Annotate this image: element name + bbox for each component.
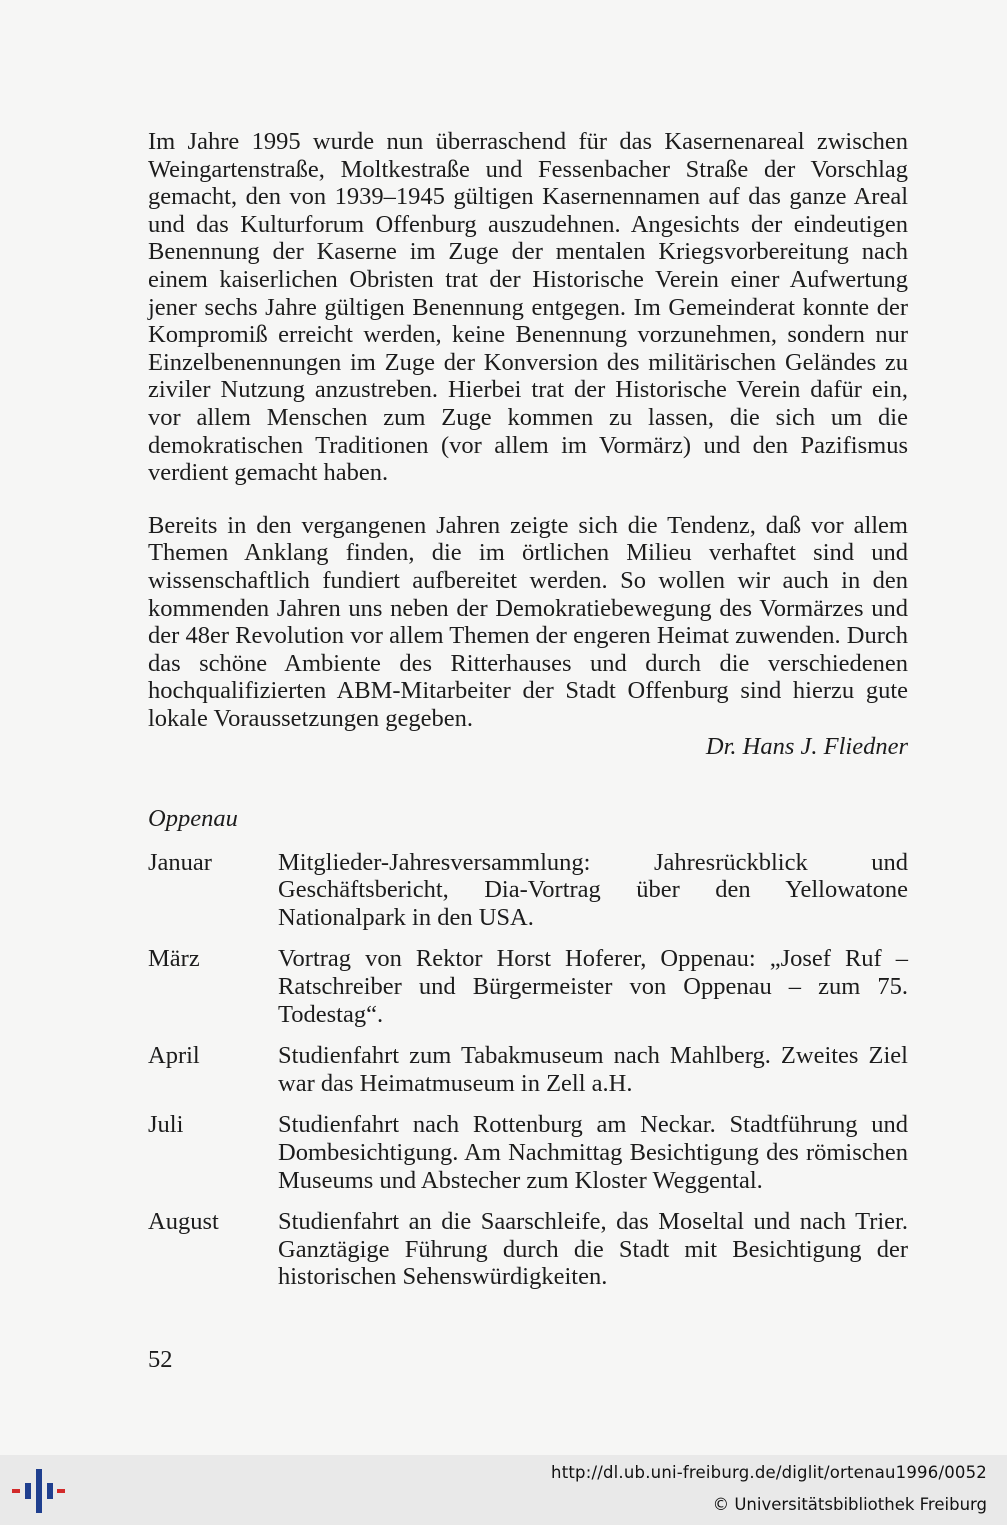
footer-bar [0,1455,1007,1525]
author-signature: Dr. Hans J. Fliedner [705,733,908,761]
event-description: Studienfahrt an die Saarschleife, das Moseltal und nach Trier. Ganztägige Führung durch die Stadt mit Besichtigung der historischen Sehenswürdigkeiten. [278,1208,908,1291]
paragraph-1: Im Jahre 1995 wurde nun überraschend für das Kasernenareal zwischen Weingartenstraße, Moltkestraße und Fessenbacher Straße der Vorschlag gemacht, den von 1939–1945 gültigen Kasernennamen auf das ganze Areal und das Kulturforum Offenburg auszudehnen. Angesichts der eindeutigen Benennung der Kaserne im Zuge der mentalen Kriegsvorbereitung nach einem kaiserlichen Obristen trat der Historische Verein einer Aufwertung jener sechs Jahre gültigen Benennung entgegen. Im Gemeinderat konnte der Kompromiß erreicht werden, keine Benennung vorzunehmen, sondern nur Einzelbenennungen im Zuge der Konversion des militärischen Geländes zu ziviler Nutzung anzustreben. Hierbei trat der Historische Verein dafür ein, vor allem Menschen zum Zuge kommen zu lassen, die sich um die demokratischen Traditionen (vor allem im Vormärz) und den Pazifismus verdient gemacht haben. [148,128,908,487]
event-description: Studienfahrt zum Tabakmuseum nach Mahlberg. Zweites Ziel war das Heimatmuseum in Zell a.H. [278,1042,908,1097]
event-row [148,1111,908,1194]
event-month: August [148,1208,219,1236]
source-url-link[interactable]: http://dl.ub.uni-freiburg.de/diglit/ortenau1996/0052 [551,1463,987,1482]
page-text [148,128,908,1305]
paragraph-2: Bereits in den vergangenen Jahren zeigte sich die Tendenz, daß vor allem Themen Anklang finden, die im örtlichen Milieu verhaftet sind und wissenschaftlich fundiert aufbereitet werden. So wollen wir auch in den kommenden Jahren uns neben der Demokratiebewegung des Vormärzes und der 48er Revolution vor allem Themen der engeren Heimat zuwenden. Durch das schöne Ambiente des Ritterhauses und durch die verschiedenen hochqualifizierten ABM-Mitarbeiter der Stadt Offenburg sind hierzu gute lokale Voraussetzungen gegeben. [148,511,908,732]
event-row [148,1208,908,1291]
event-description: Mitglieder-Jahresversammlung: Jahresrückblick und Geschäftsbericht, Dia-Vortrag über den Yellowatone Nationalpark in den USA. [278,848,908,931]
ub-freiburg-logo-icon [10,1463,66,1517]
event-row [148,1042,908,1097]
event-month: April [148,1042,200,1070]
event-month: Juli [148,1111,184,1139]
section-title: Oppenau [148,805,238,833]
event-description: Vortrag von Rektor Horst Hoferer, Oppenau: „Josef Ruf – Ratschreiber und Bürgermeister von Oppenau – zum 75. Todestag“. [278,945,908,1028]
event-month: März [148,945,200,973]
event-description: Studienfahrt nach Rottenburg am Neckar. Stadtführung und Dombesichtigung. Am Nachmittag Besichtigung des römischen Museums und Abstecher zum Kloster Weggental. [278,1111,908,1194]
page-number: 52 [148,1346,173,1373]
event-month: Januar [148,848,212,876]
event-row [148,849,908,932]
copyright-text: © Universitätsbibliothek Freiburg [712,1495,987,1514]
event-row [148,945,908,1028]
